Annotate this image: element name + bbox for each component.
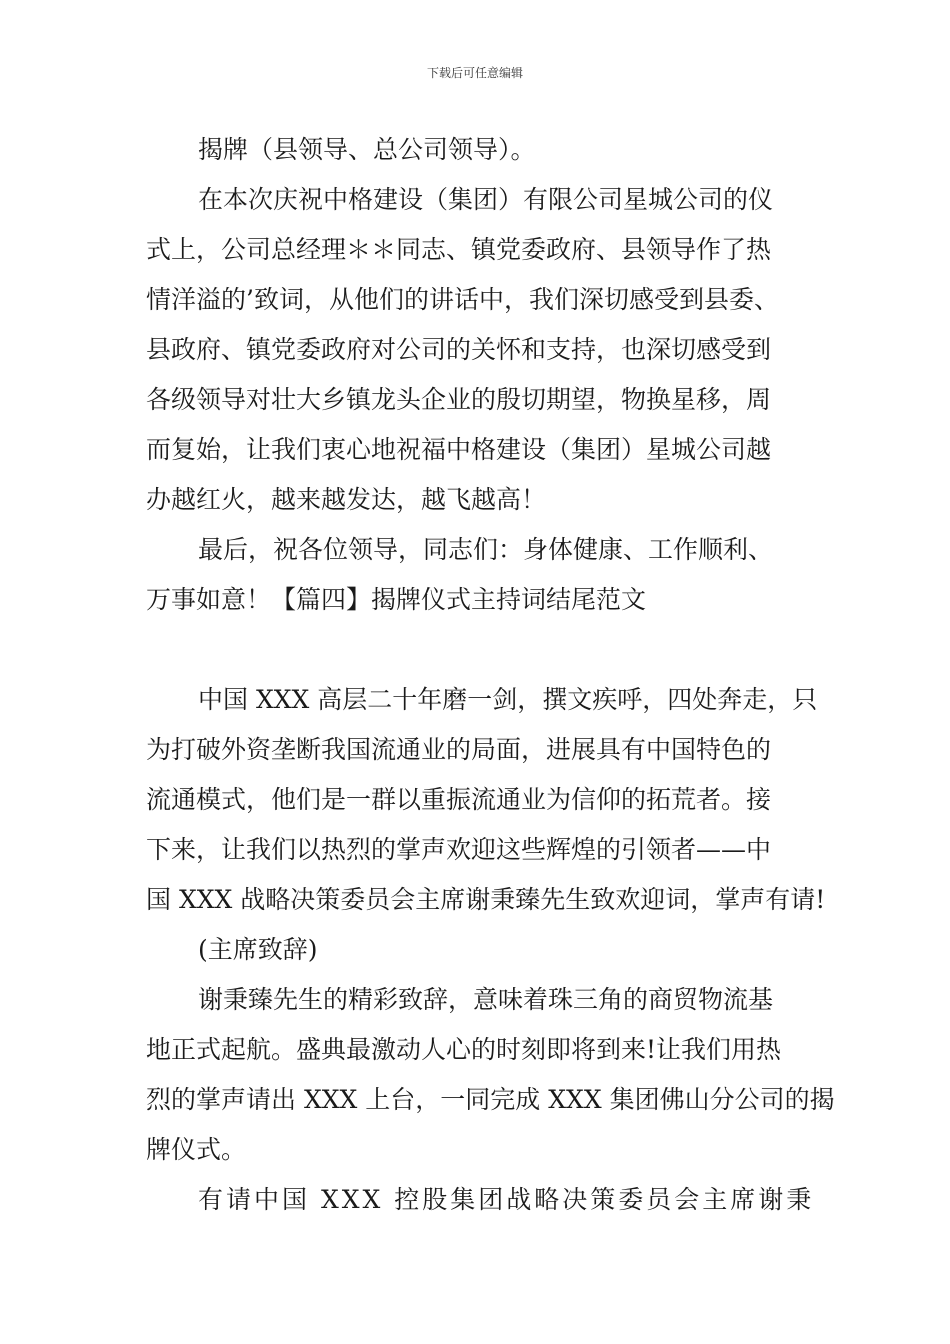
text-line: (主席致辞) [198,935,318,964]
text-line: 式上，公司总经理＊＊同志、镇党委政府、县领导作了热 [146,235,772,264]
text-line: 最后，祝各位领导，同志们：身体健康、工作顺利、 [198,535,774,564]
text-line: 牌仪式。 [146,1135,247,1164]
text-line: 为打破外资垄断我国流通业的局面，进展具有中国特色的 [146,735,772,764]
text-line: 有请中国 XXX 控股集团战略决策委员会主席谢秉 [198,1185,815,1214]
text-line: 在本次庆祝中格建设（集团）有限公司星城公司的仪 [198,185,774,214]
text-line: 中国 XXX 高层二十年磨一剑，撰文疾呼，四处奔走，只 [198,685,818,714]
text-line: 下来，让我们以热烈的掌声欢迎这些辉煌的引领者——中 [146,835,772,864]
text-line: 而复始，让我们衷心地祝福中格建设（集团）星城公司越 [146,435,772,464]
text-line: 各级领导对壮大乡镇龙头企业的殷切期望，物换星移，周 [146,385,772,414]
text-line: 地正式起航。盛典最激动人心的时刻即将到来!让我们用热 [146,1035,782,1064]
text-line: 国 XXX 战略决策委员会主席谢秉臻先生致欢迎词，掌声有请! [146,885,826,914]
text-line: 烈的掌声请出 XXX 上台，一同完成 XXX 集团佛山分公司的揭 [146,1085,835,1114]
text-line: 县政府、镇党委政府对公司的关怀和支持，也深切感受到 [146,335,772,364]
text-line: 办越红火，越来越发达，越飞越高！ [146,485,547,514]
text-line: 谢秉臻先生的精彩致辞，意味着珠三角的商贸物流基 [198,985,774,1014]
page-header: 下载后可任意编辑 [426,66,523,80]
text-line: 万事如意！【篇四】揭牌仪式主持词结尾范文 [146,585,647,614]
text-line: 情洋溢的’致词，从他们的讲话中，我们深切感受到县委、 [146,285,779,314]
text-line: 揭牌（县领导、总公司领导）。 [198,135,536,164]
text-line: 流通模式，他们是一群以重振流通业为信仰的拓荒者。接 [146,785,772,814]
